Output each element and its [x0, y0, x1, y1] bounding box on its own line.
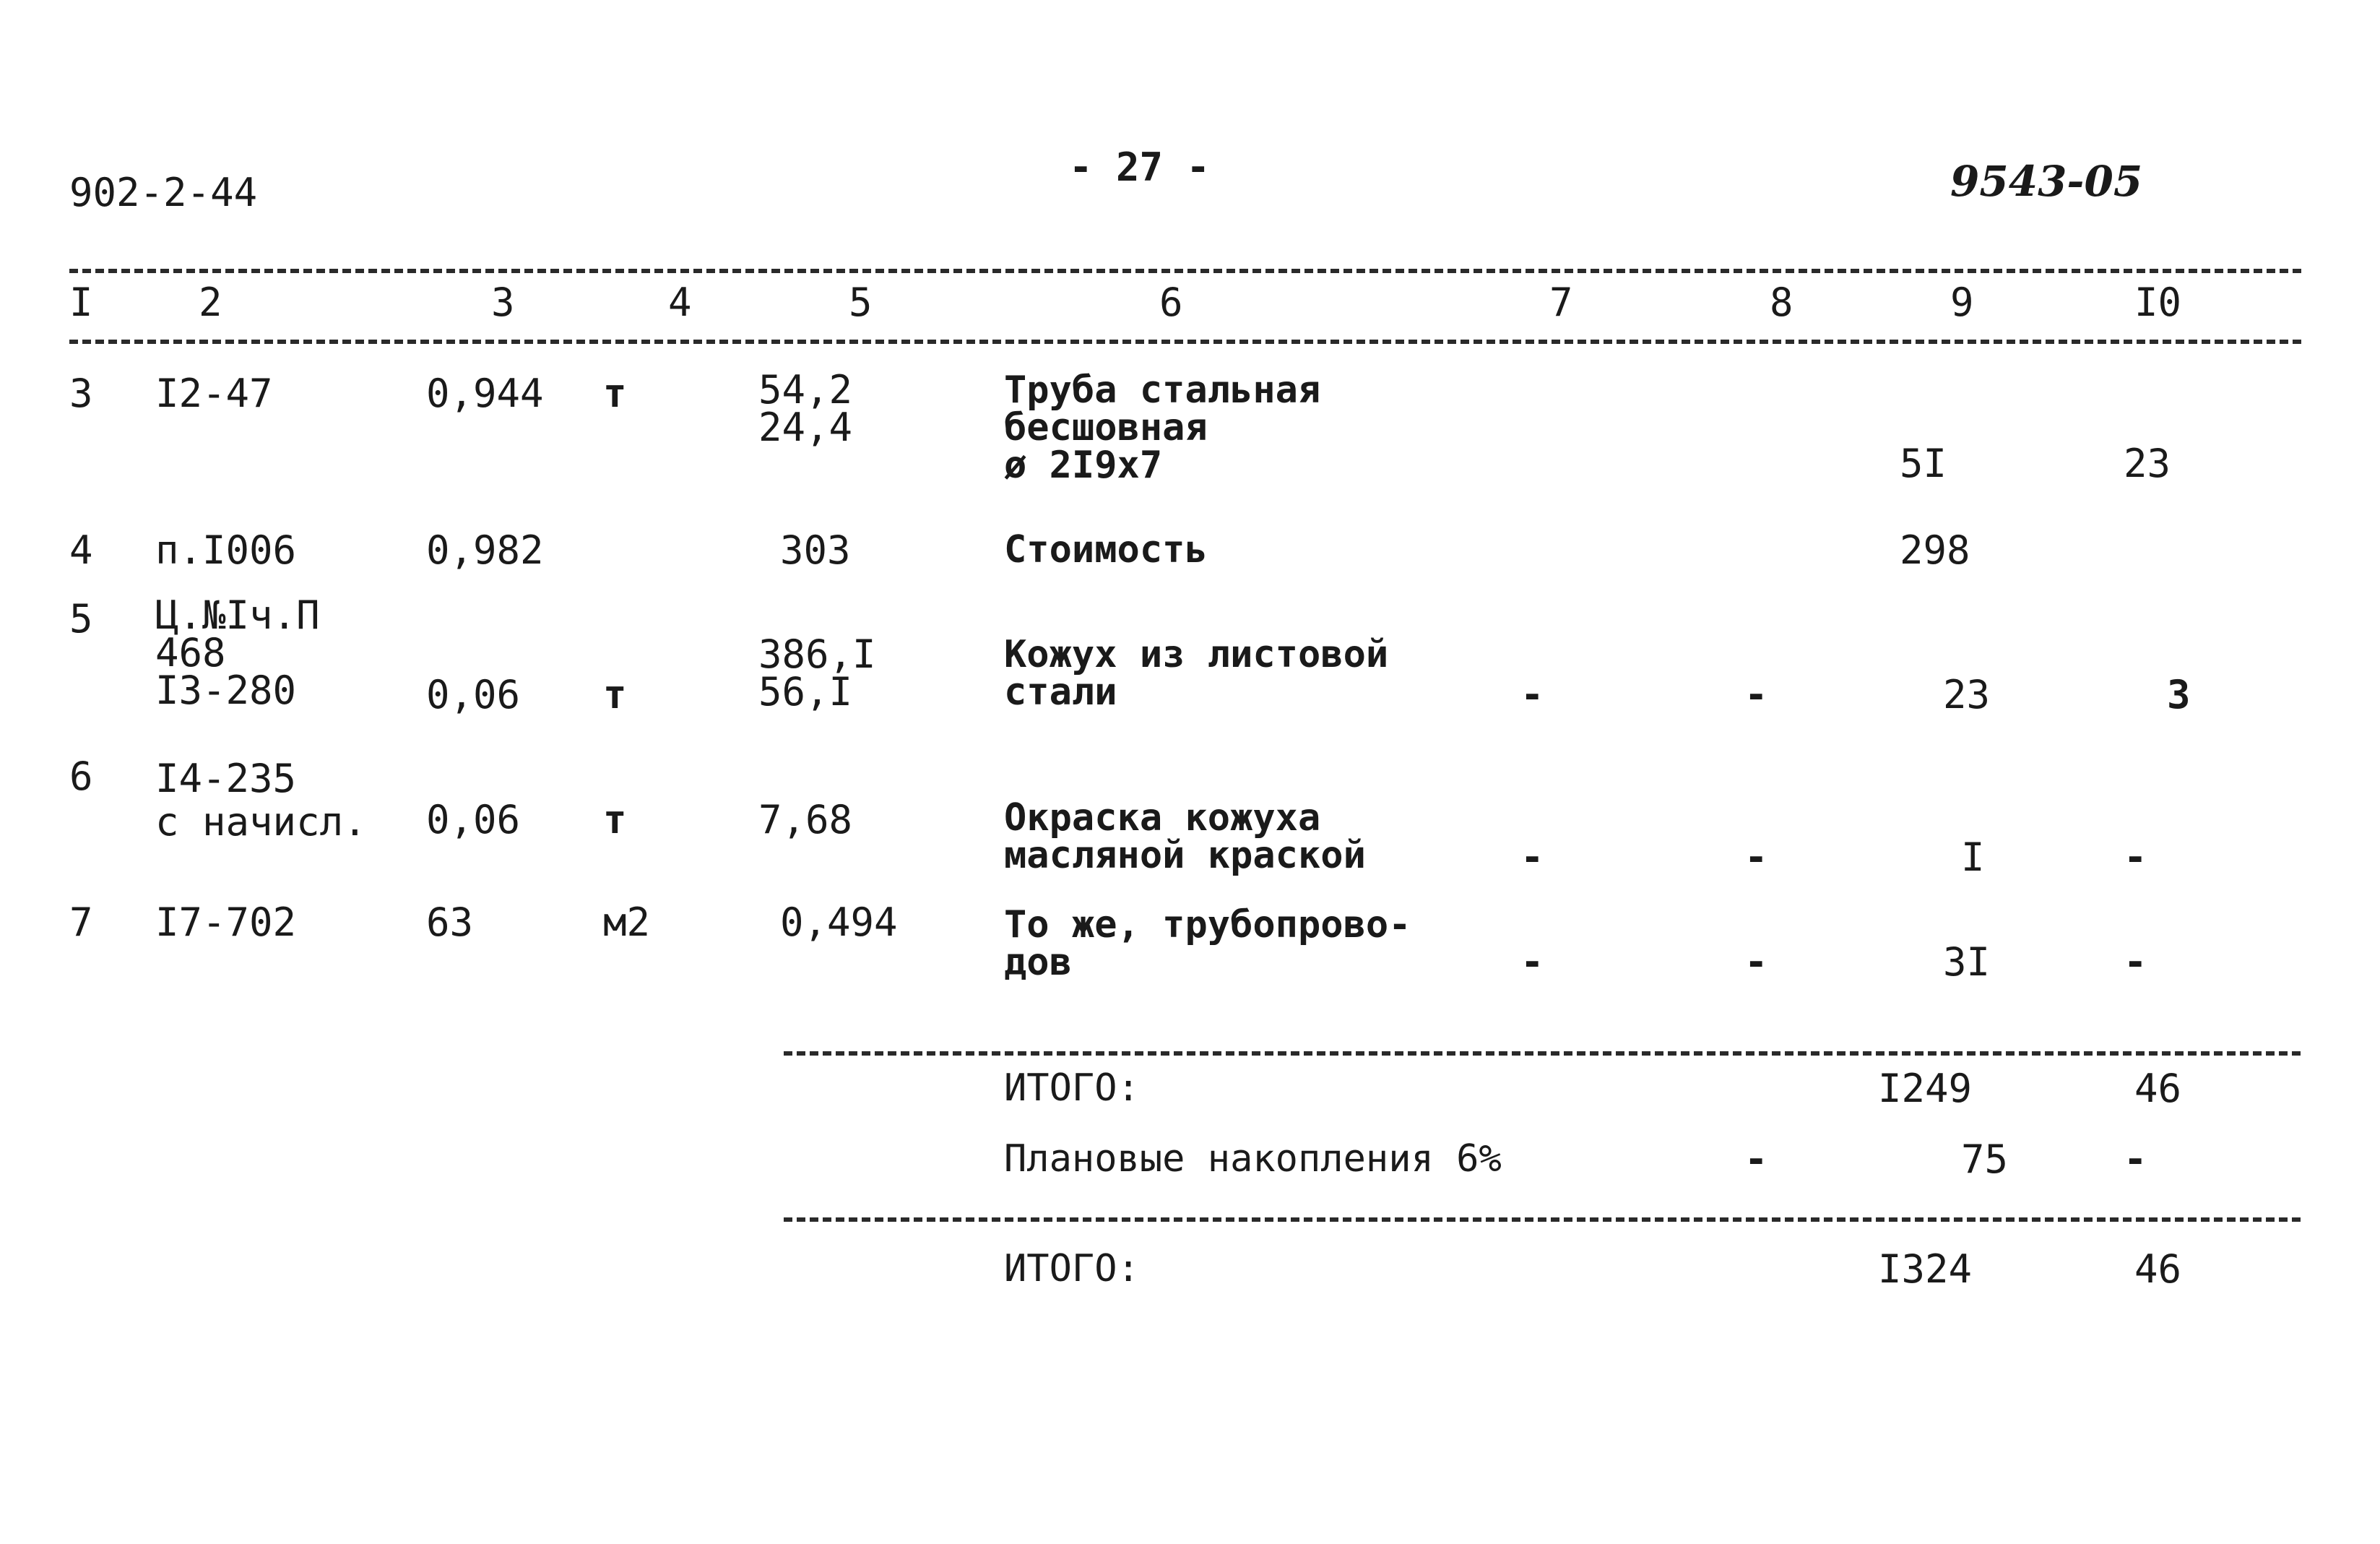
row-col-9: 5I	[1900, 441, 1947, 486]
page-number: - 27 -	[1069, 145, 1211, 190]
grand-total-rule	[784, 1217, 2301, 1222]
row-col-9: I	[1961, 834, 1985, 880]
column-header-7: 7	[1549, 280, 1573, 325]
document-code: 902-2-44	[69, 170, 258, 215]
row-name: Окраска кожуха масляной краской	[1004, 796, 1366, 877]
row-code: I2-47	[155, 371, 273, 416]
row-price: 7,68	[758, 797, 853, 842]
header-top-rule	[69, 269, 2301, 273]
planned-savings-col-9: 75	[1961, 1137, 2009, 1182]
row-number: 5	[69, 596, 93, 642]
row-col-9: 23	[1943, 672, 1991, 717]
row-price: 386,I 56,I	[758, 631, 876, 715]
row-col-10: -	[2124, 939, 2147, 985]
row-col-8: -	[1744, 672, 1768, 717]
row-price: 303	[780, 527, 851, 573]
row-col-7: -	[1520, 939, 1544, 985]
row-code: I7-702	[155, 900, 297, 945]
row-number: 3	[69, 371, 93, 416]
total-label: ИТОГО:	[1004, 1066, 1140, 1110]
total-col-10: 46	[2134, 1066, 2182, 1111]
row-quantity: 63	[426, 900, 474, 945]
row-unit: т	[603, 371, 627, 416]
grand-total-label: ИТОГО:	[1004, 1247, 1140, 1290]
header-bottom-rule	[69, 340, 2301, 344]
row-unit: м2	[603, 900, 651, 945]
planned-savings-label: Плановые накопления 6%	[1004, 1137, 1502, 1181]
row-col-10: -	[2124, 834, 2147, 880]
column-header-3: 3	[491, 280, 515, 325]
column-header-4: 4	[668, 280, 692, 325]
row-price: 54,2 24,4	[758, 367, 853, 450]
row-code: п.I006	[155, 527, 297, 573]
totals-top-rule	[784, 1051, 2301, 1056]
row-col-7: -	[1520, 834, 1544, 880]
planned-savings-col-10: -	[2124, 1137, 2147, 1182]
row-quantity: 0,944	[426, 371, 544, 416]
row-quantity: 0,982	[426, 527, 544, 573]
total-col-9: I249	[1878, 1066, 1973, 1111]
row-col-8: -	[1744, 939, 1768, 985]
column-header-6: 6	[1159, 280, 1183, 325]
column-header-10: I0	[2134, 280, 2182, 325]
grand-total-col-10: 46	[2134, 1246, 2182, 1292]
column-header-8: 8	[1770, 280, 1793, 325]
row-number: 4	[69, 527, 93, 573]
row-name: То же, трубопрово- дов	[1004, 903, 1411, 984]
document-number: 9543-05	[1950, 157, 2143, 206]
row-col-8: -	[1744, 834, 1768, 880]
row-number: 7	[69, 900, 93, 945]
row-unit: т	[603, 797, 627, 842]
row-code: Ц.№Iч.П 468 I3-280	[155, 592, 320, 713]
row-col-9: 298	[1900, 527, 1970, 573]
row-col-10: 3	[2167, 672, 2191, 717]
grand-total-col-9: I324	[1878, 1246, 1973, 1292]
row-number: 6	[69, 754, 93, 799]
column-header-5: 5	[849, 280, 873, 325]
row-quantity: 0,06	[426, 672, 521, 717]
row-col-9: 3I	[1943, 939, 1991, 985]
column-header-1: I	[69, 280, 93, 325]
row-name: Стоимость	[1004, 528, 1208, 572]
row-code: I4-235 с начисл.	[155, 756, 367, 845]
row-name: Кожух из листовой стали	[1004, 633, 1389, 714]
row-quantity: 0,06	[426, 797, 521, 842]
row-unit: т	[603, 672, 627, 717]
row-col-7: -	[1520, 672, 1544, 717]
row-name: Труба стальная бесшовная ø 2I9x7	[1004, 368, 1321, 487]
row-price: 0,494	[780, 900, 898, 945]
row-col-10: 23	[2124, 441, 2171, 486]
column-header-2: 2	[199, 280, 222, 325]
column-header-9: 9	[1950, 280, 1974, 325]
planned-savings-col-8: -	[1744, 1137, 1768, 1182]
